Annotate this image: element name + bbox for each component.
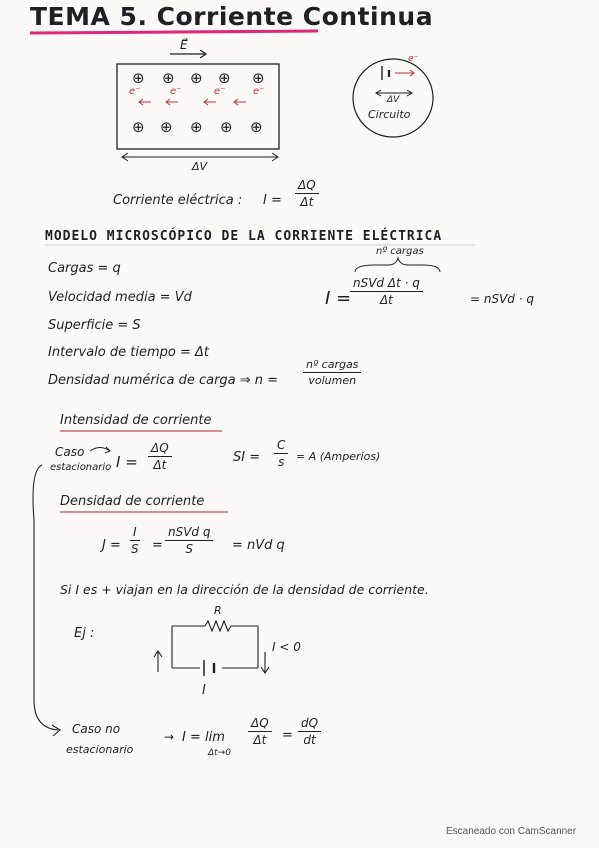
example-circuit: [154, 621, 269, 676]
fraction-denominator: Δt: [253, 733, 267, 747]
positive-charge: ⊕: [252, 69, 265, 87]
circuit-electron: e⁻: [408, 54, 419, 64]
limit-lhs: I = lim: [182, 730, 225, 745]
formula-lhs: I =: [325, 288, 352, 309]
fraction-numerator: ΔQ: [148, 441, 172, 457]
example-label: Ej :: [74, 626, 95, 641]
field-label: E⃗: [180, 38, 188, 52]
si-label: SI =: [233, 450, 261, 465]
fraction-numerator: nº cargas: [303, 358, 361, 373]
positive-charge: ⊕: [220, 118, 233, 136]
fraction-numerator: I: [130, 525, 140, 541]
scanner-watermark: Escaneado con CamScanner: [446, 826, 577, 837]
circuit-label: Circuito: [368, 108, 411, 121]
fraction-denominator: S: [130, 542, 139, 556]
positive-charge: ⊕: [250, 118, 263, 136]
formula-fraction: [350, 276, 423, 307]
fraction-denominator: S: [185, 542, 194, 556]
intensity-fraction: [148, 441, 172, 472]
electron-label: e⁻: [170, 86, 182, 97]
formula-brace-label: nº cargas: [376, 246, 424, 257]
density-eq: =: [152, 538, 163, 553]
nonstationary-label: Caso no: [72, 722, 121, 736]
intensity-heading: Intensidad de corriente: [60, 413, 212, 428]
current-label: I: [202, 683, 206, 698]
nonstationary-label: estacionario: [66, 743, 134, 756]
drift-arrows: [139, 99, 246, 105]
case-label: Caso: [55, 445, 85, 459]
density-fraction-1: [130, 525, 140, 556]
statement-text: Si I es + viajan en la dirección de la densidad de corriente.: [60, 582, 429, 597]
arrow: →: [164, 730, 175, 744]
list-item: Superficie = S: [48, 318, 141, 333]
positive-charge: ⊕: [190, 69, 203, 87]
fraction-numerator: nSVd q: [165, 525, 213, 541]
fraction-numerator: C: [274, 438, 288, 454]
density-fraction-2: [165, 525, 213, 556]
electron-label: e⁻: [214, 86, 226, 97]
case-label: estacionario: [50, 462, 112, 473]
circuit-dv: ΔV: [387, 95, 400, 105]
page-title: TEMA 5. Corriente Continua: [30, 2, 434, 31]
derivative-fraction: [298, 716, 321, 747]
formula-rhs: = nSVd · q: [470, 292, 534, 306]
positive-charge: ⊕: [132, 118, 145, 136]
density-lhs: J =: [102, 538, 121, 553]
current-note: I < 0: [272, 640, 301, 654]
positive-charge: ⊕: [132, 69, 145, 87]
positive-charge: ⊕: [162, 69, 175, 87]
list-item: Densidad numérica de carga ⇒ n =: [48, 373, 279, 388]
delta-v-label: ΔV: [192, 160, 208, 173]
density-rhs: = nVd q: [232, 538, 285, 553]
title-underline: [30, 31, 318, 33]
fraction-numerator: nSVd Δt · q: [350, 276, 423, 292]
fraction-numerator: ΔQ: [295, 178, 319, 194]
positive-charge: ⊕: [190, 118, 203, 136]
fraction-denominator: Δt: [379, 293, 393, 307]
fraction-numerator: ΔQ: [248, 716, 272, 732]
definition-label: Corriente eléctrica :: [113, 193, 243, 208]
formula-brace: [355, 258, 440, 272]
positive-charge: ⊕: [160, 118, 173, 136]
positive-charge: ⊕: [218, 69, 231, 87]
si-unit: = A (Amperios): [296, 450, 381, 463]
definition-fraction: [295, 178, 319, 209]
fraction-denominator: s: [278, 455, 285, 469]
fraction-numerator: dQ: [298, 716, 321, 732]
si-fraction: [274, 438, 288, 469]
list-item: Velocidad media = Vd: [48, 290, 192, 305]
intensity-lhs: I =: [116, 453, 138, 471]
section-heading: MODELO MICROSCÓPICO DE LA CORRIENTE ELÉCTRICA: [45, 229, 443, 244]
density-heading: Densidad de corriente: [60, 494, 205, 509]
resistor-label: R: [214, 604, 222, 617]
list-item: Intervalo de tiempo = Δt: [48, 345, 209, 360]
left-bracket: [33, 465, 58, 730]
electron-label: e⁻: [253, 86, 265, 97]
fraction-denominator: Δt: [153, 458, 167, 472]
list-item: Cargas = q: [48, 261, 121, 276]
limit-eq: =: [282, 728, 293, 743]
limit-subscript: Δt→0: [208, 748, 231, 758]
fraction-denominator: Δt: [300, 195, 314, 209]
fraction-denominator: dt: [303, 733, 316, 747]
definition-lhs: I =: [263, 193, 282, 208]
fraction-denominator: volumen: [308, 374, 357, 387]
limit-fraction: [248, 716, 272, 747]
density-fraction: [303, 358, 361, 387]
electron-label: e⁻: [129, 86, 141, 97]
